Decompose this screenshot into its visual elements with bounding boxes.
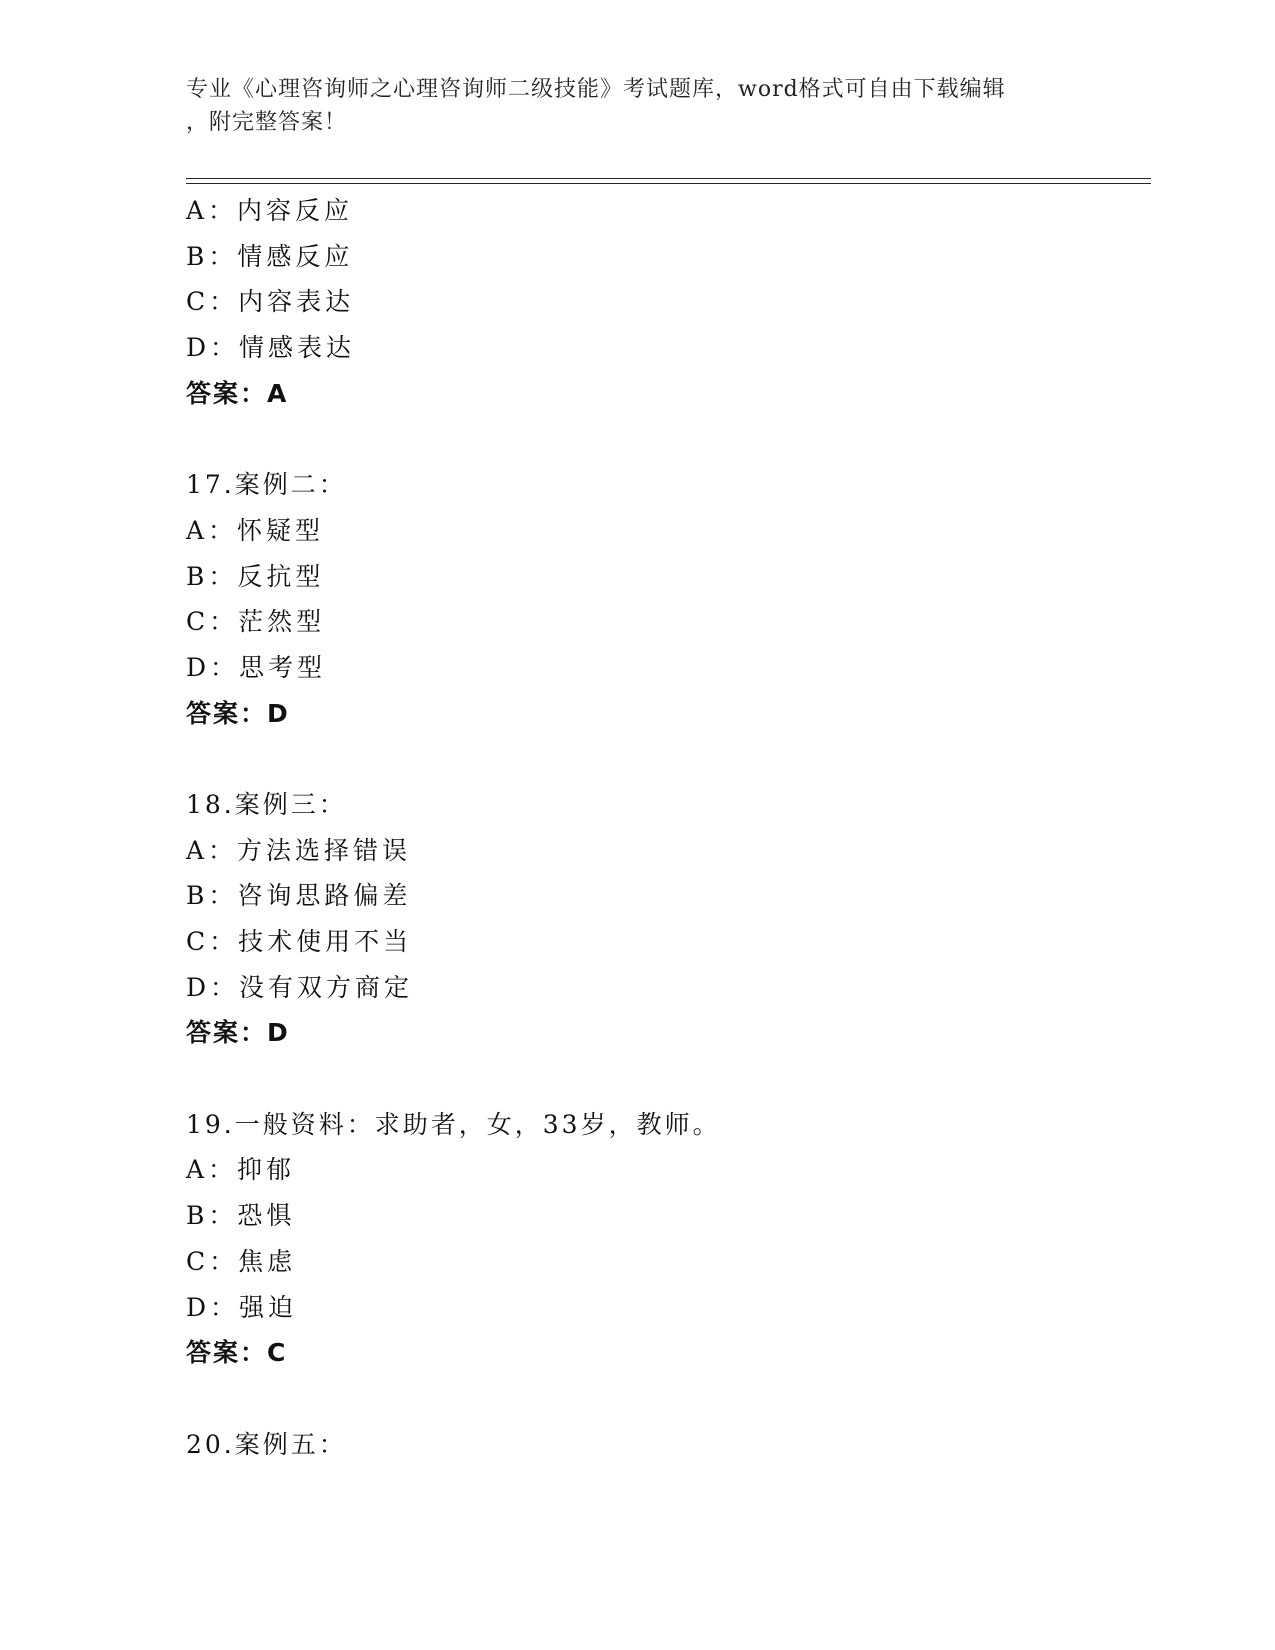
question-title: 19.一般资料：求助者，女，33岁，教师。 xyxy=(186,1109,721,1139)
question-list xyxy=(186,188,1146,1467)
answer-line: 答案：A xyxy=(186,378,289,408)
answer-line: 答案：D xyxy=(186,698,290,728)
option-b: B：反抗型 xyxy=(186,561,325,591)
option-a: A：怀疑型 xyxy=(186,515,325,545)
option-d: D：情感表达 xyxy=(186,333,356,363)
question-block-16 xyxy=(186,188,1146,416)
option-a: A：方法选择错误 xyxy=(186,835,412,865)
question-block-19 xyxy=(186,1102,1146,1376)
option-b: B：咨询思路偏差 xyxy=(186,881,412,911)
option-c: C：焦虑 xyxy=(186,1246,297,1276)
option-a: A：内容反应 xyxy=(186,196,354,225)
header-title-line-2: ，附完整答案！ xyxy=(186,110,348,135)
option-c: C：内容表达 xyxy=(186,287,355,317)
question-block-17 xyxy=(186,462,1146,736)
question-title: 17.案例二： xyxy=(186,470,347,500)
spacer xyxy=(186,1056,1146,1102)
question-block-18 xyxy=(186,782,1146,1056)
question-title: 20.案例五： xyxy=(186,1429,347,1459)
answer-line: 答案：C xyxy=(186,1338,288,1368)
spacer xyxy=(186,736,1146,782)
header-title-line-1: 专业《心理咨询师之心理咨询师二级技能》考试题库，word格式可自由下载编辑 xyxy=(186,77,1006,102)
question-title: 18.案例三： xyxy=(186,789,347,819)
document-header xyxy=(186,73,1086,139)
option-c: C：茫然型 xyxy=(186,607,326,637)
spacer xyxy=(186,1376,1146,1422)
header-divider-top xyxy=(186,178,1151,179)
option-a: A：抑郁 xyxy=(186,1155,296,1185)
header-divider-bottom xyxy=(186,183,1151,184)
option-b: B：情感反应 xyxy=(186,241,354,271)
option-b: B：恐惧 xyxy=(186,1201,296,1231)
option-d: D：没有双方商定 xyxy=(186,972,414,1002)
option-c: C：技术使用不当 xyxy=(186,927,413,956)
spacer xyxy=(186,416,1146,462)
option-d: D：思考型 xyxy=(186,652,327,682)
question-block-20 xyxy=(186,1422,1146,1468)
option-d: D：强迫 xyxy=(186,1292,298,1322)
answer-line: 答案：D xyxy=(186,1018,290,1048)
